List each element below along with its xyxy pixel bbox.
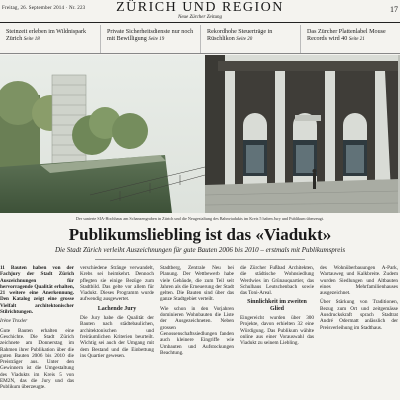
teaser-text: Private Sicherheitsdienste nur noch mit Bewilligung xyxy=(107,29,194,42)
teaser-page-ref: Seite 20 xyxy=(236,37,253,42)
article-crosshead: Lachende Jury xyxy=(97,305,137,312)
teaser-page-ref: Seite 18 xyxy=(23,37,40,42)
article-subhead: Die Stadt Zürich verleiht Auszeichnungen für gute Bauten 2006 bis 2010 – erstmals mit Publikumspreis xyxy=(54,246,346,254)
dateline: Freitag, 26. September 2014 · Nr. 223 xyxy=(2,6,86,11)
photo-illustration xyxy=(0,55,400,213)
teaser-item[interactable] xyxy=(300,25,400,53)
teaser-item[interactable] xyxy=(0,25,100,53)
teaser-item[interactable] xyxy=(200,25,300,53)
article-lead: 11 Bauten haben von der Fachjury der Stadt Zürich Auszeichnungen für hervorragende Qualität erhalten, 21 weitere eine Anerkennung. Den Katalog zeigt eine grosse Vielfalt architektonischer Stilrichtungen. xyxy=(0,265,74,316)
newspaper-name: Neue Zürcher Zeitung xyxy=(178,15,222,20)
masthead xyxy=(0,0,400,23)
article-paragraph: des Wohnüberbauungen A-Park, Wartauweg und Kalkbreite. Zudem wurden Siedlungen und Altbauten eines Mehrfamilienhauses ausgezeichnet. xyxy=(320,265,398,297)
teaser-page-ref: Seite 19 xyxy=(148,37,165,42)
page-number: 17 xyxy=(390,5,398,14)
article-paragraph: Wie schon in den Vorjahren dominieren Wohnbauten die Liste der Ausgezeichneten. Neben grossen Genossenschaftssiedlungen fanden auch kleinere Eingriffe wie Umbauten und Aufstockungen Beachtung. xyxy=(160,305,234,356)
teaser-text: Steinzeit erleben im Wildnispark Zürich xyxy=(6,29,87,42)
section-title: ZÜRICH UND REGION xyxy=(116,0,284,15)
article-crosshead: Sinnlichkeit im zweiten Glied xyxy=(247,299,307,312)
article-paragraph: Gute Bauten erhalten eine Geschichte. Die Stadt Zürich zeichnete am Donnerstag im Rahmen ihrer Publikation über die guten Bauten 2006 bis 2010 die Preisträger aus. Unter den Gewinnern ist die Umgestaltung des Viadukts im Kreis 5 von EM2N, das die Jury und das Publikum überzeugte. xyxy=(0,327,74,391)
teaser-page-ref: Seite 21 xyxy=(348,37,365,42)
article-column-2 xyxy=(80,265,154,362)
article-headline: Publikumsliebling ist das «Viadukt» xyxy=(68,225,332,244)
article-paragraph: Die Jury habe die Qualität der Bauten nach städtebaulichen, architektonischen und freiräumlichen Kriterien beurteilt. Wichtig sei auch der Umgang mit dem Bestand und die Einbettung ins Quartier gewesen. xyxy=(80,315,154,359)
teaser-text: Rekordhohe Steuerträge in Rüschlikon xyxy=(207,29,273,42)
article-paragraph: Stadtberg, Zentrale Neu bei Planung. Der Wettbewerb habe viele Gebäude, die zum Teil seit Jahren als die Erneuerung der Stadt gelten. Die Bauten sind über das ganze Stadtgebiet verteilt. xyxy=(160,265,234,303)
article-paragraph: verschiedene Stränge verwandelt, Krebs sei heimkehrt. Dennoch pflegten sie einige Bezüge zum Stadtbild. Das gelte vor allem für Viadukt. Dieses Programm wurde aufwendig ausgewertet. xyxy=(80,265,154,303)
article-paragraph: Über Stärkung von Traditionen, Bezug zum Ort und zeitgemässe Ausdruckskraft sprach Stadtrat André Odermatt anlässlich der Preisverleihung im Stadthaus. xyxy=(320,299,398,331)
photo-caption: Der sanierte SIA-Hochhaus am Schanzengraben in Zürich und die Neugestaltung des Bahnviadukts im Kreis 5 haben Jury und Publikum überzeugt. xyxy=(75,216,325,221)
article-author: Irène Troxler xyxy=(0,318,28,325)
article-column-1 xyxy=(0,265,74,394)
teaser-bar xyxy=(0,25,400,54)
article-column-5 xyxy=(320,265,398,334)
headline-divider xyxy=(95,259,305,260)
article-photo xyxy=(0,55,400,213)
article-column-4 xyxy=(240,265,314,350)
teaser-text: Das Zürcher Plattenlabel Mouse Records wird 40 xyxy=(307,29,386,42)
teaser-item[interactable] xyxy=(100,25,200,53)
article-column-3 xyxy=(160,265,234,359)
article-paragraph: die Zürcher Fußbad Architekten, die städtische Wohnsiedlung Werdwies im Grünauquartier, das Schulhaus Leutschenbach sowie das Toni-Areal. xyxy=(240,265,314,297)
article-paragraph: Eingereicht wurden über 300 Projekte, davon erhielten 32 eine Würdigung. Das Publikum wählte online aus einer Vorauswahl das Viadukt zu seinem Liebling. xyxy=(240,315,314,347)
